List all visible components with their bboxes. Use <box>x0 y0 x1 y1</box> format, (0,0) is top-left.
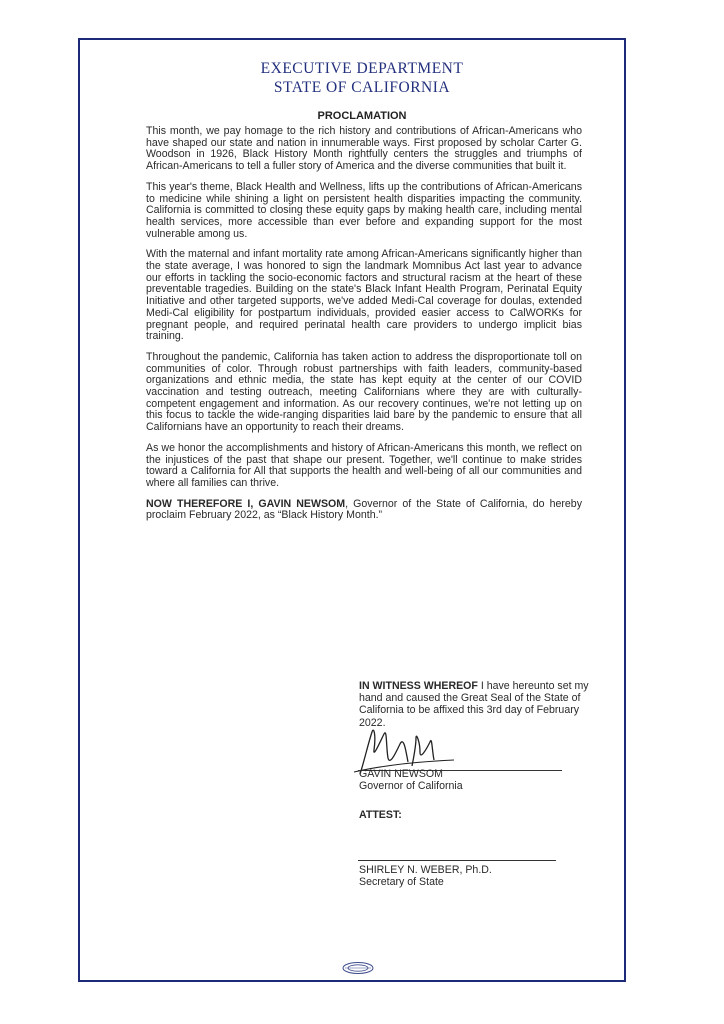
proclaim-text: , Governor of the State of California, do hereby proclaim February 2022, as “Black History Month.” <box>146 497 582 522</box>
secretary-title: Secretary of State <box>359 876 444 888</box>
header-executive-department: EXECUTIVE DEPARTMENT <box>260 60 464 77</box>
secretary-name: SHIRLEY N. WEBER, Ph.D. <box>359 864 492 876</box>
proclamation-body <box>146 126 582 531</box>
governor-signature-block <box>359 768 463 792</box>
ornament-icon <box>341 961 375 975</box>
proclaim-statement <box>146 499 582 522</box>
secretary-signature-block <box>359 864 492 888</box>
paragraph-3: With the maternal and infant mortality rate among African-Americans significantly higher than the state average, I was honored to sign the landmark Momnibus Act last year to advance our efforts in tackling the socio-economic factors and structural racism at the heart of these preventable tragedies. Building on the state's Black Infant Health Program, Perinatal Equity Initiative and other targeted supports, we've added Medi-Cal coverage for doulas, extended Medi-Cal eligibility for postpartum individuals, provided easier access to CalWORKs for pregnant people, and required perinatal health care providers to undergo implicit bias training. <box>146 248 582 343</box>
governor-name: GAVIN NEWSOM <box>359 768 443 780</box>
witness-bold: IN WITNESS WHEREOF <box>359 680 478 692</box>
proclamation-title: PROCLAMATION <box>317 110 407 122</box>
proclaim-bold: NOW THEREFORE I, GAVIN NEWSOM <box>146 497 346 510</box>
governor-title: Governor of California <box>359 780 463 792</box>
paragraph-5: As we honor the accomplishments and history of African-Americans this month, we reflect on the injustices of the past that shape our present. Together, we'll continue to make strides toward a California for All that supports the health and well-being of all our communities and where all families can thrive. <box>146 441 582 489</box>
witness-text: I have hereunto set my hand and caused the Great Seal of the State of California to be affixed this 3rd day of February 2022. <box>359 680 589 729</box>
paragraph-1: This month, we pay homage to the rich history and contributions of African-Americans who have shaped our state and nation in innumerable ways. First proposed by scholar Carter G. Woodson in 1926, Black History Month rightfully centers the struggles and triumphs of African-Americans to tell a fuller story of America and the diverse communities that built it. <box>146 125 582 173</box>
paragraph-2: This year's theme, Black Health and Wellness, lifts up the contributions of African-Americans to medicine while shining a light on persistent health disparities impacting the community. California is committed to closing these equity gaps by making health care, including mental health services, more accessible than ever before and expanding support for the most vulnerable among us. <box>146 180 582 240</box>
attest-label: ATTEST: <box>359 809 402 821</box>
paragraph-4: Throughout the pandemic, California has taken action to address the disproportionate toll on communities of color. Through robust partnerships with faith leaders, community-based organizations and ethnic media, the state has kept equity at the center of our COVID vaccination and testing outreach, meeting Californians where they are with culturally-competent engagement and information. As our recovery continues, we're not letting up on this focus to tackle the wide-ranging disparities laid bare by the pandemic to ensure that all Californians have an opportunity to reach their dreams. <box>146 350 582 434</box>
header-state-of-california: STATE OF CALIFORNIA <box>273 79 451 96</box>
secretary-signature-line <box>358 860 556 861</box>
